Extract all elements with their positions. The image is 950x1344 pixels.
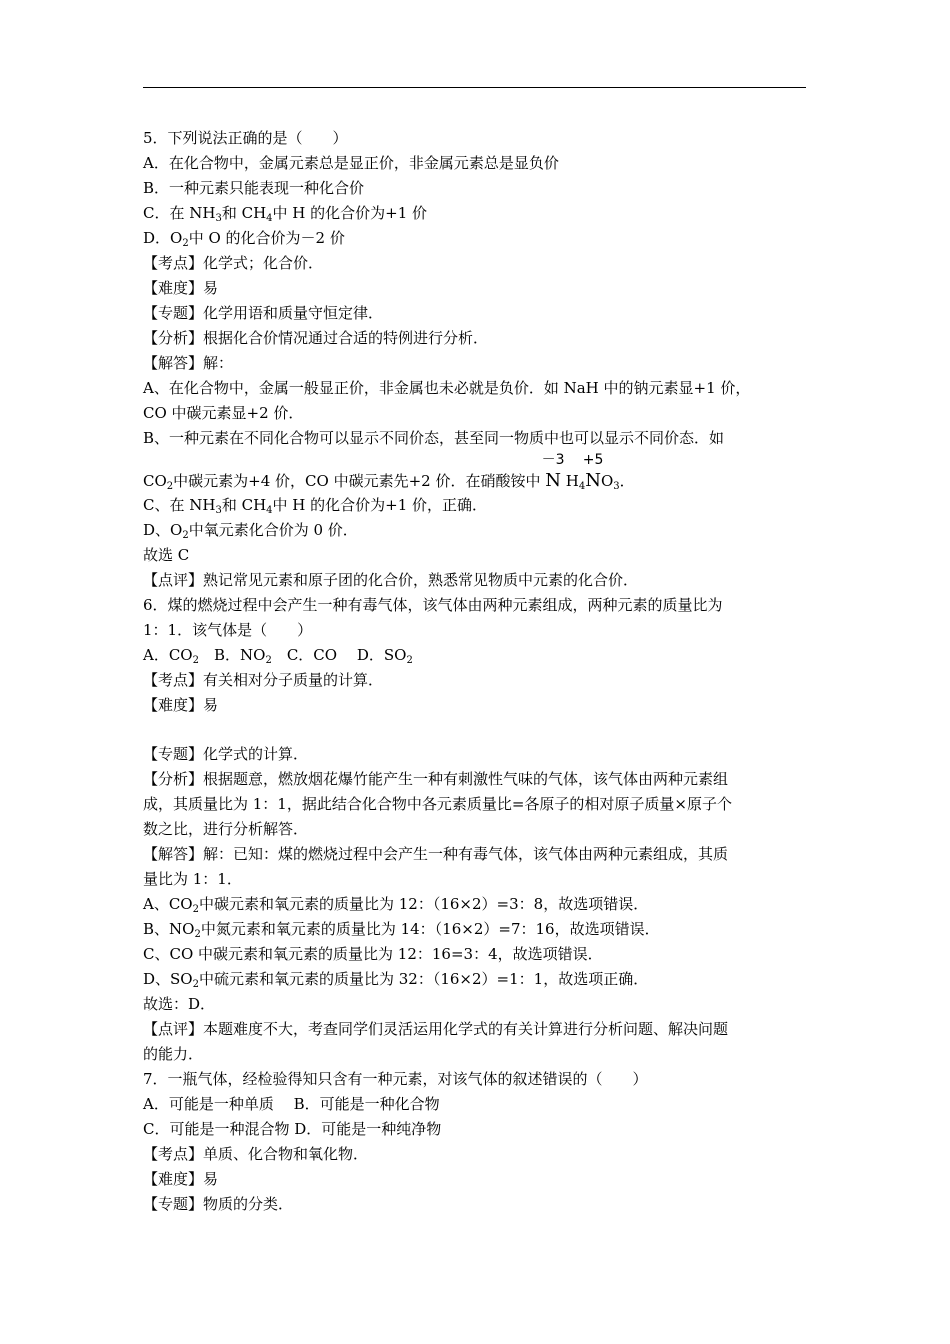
q6-guxuan: 故选：D． <box>143 995 216 1013</box>
q5-guxuan: 故选 C <box>143 546 190 564</box>
q6-jieda-1: 【解答】解：已知：煤的燃烧过程中会产生一种有毒气体，该气体由两种元素组成，其质 <box>143 845 729 863</box>
q5-answer-a-2: CO 中碳元素显+2 价． <box>143 404 304 422</box>
valence-n-plus5: N +5 <box>582 452 604 491</box>
q5-answer-a-1: A、在化合物中，金属一般显正价，非金属也未必就是负价．如 NaH 中的钠元素显+1 价， <box>143 379 751 397</box>
q5-stem: 5．下列说法正确的是（ ） <box>143 129 348 147</box>
q5-option-a: A．在化合物中，金属元素总是显正价，非金属元素总是显负价 <box>143 154 559 172</box>
q7-kaodian: 【考点】单质、化合物和氧化物． <box>143 1145 369 1163</box>
q5-nandu: 【难度】易 <box>143 279 219 297</box>
q6-zhuanti: 【专题】化学式的计算． <box>143 745 309 763</box>
q6-jieda-2: 量比为 1：1． <box>143 870 242 888</box>
q5-dianping: 【点评】熟记常见元素和原子团的化合价，熟悉常见物质中元素的化合价． <box>143 571 639 589</box>
q7-options-cd: C．可能是一种混合物 D．可能是一种纯净物 <box>143 1120 442 1138</box>
q6-answer-c: C、CO 中碳元素和氧元素的质量比为 12：16=3：4，故选项错误． <box>143 945 603 963</box>
header-rule <box>143 87 806 88</box>
q5-answer-b-2: $CO_2$中碳元素为+4 价，CO 中碳元素先+2 价．在硝酸铵中 N －3 $H_4N$ +5 $O_3$． <box>143 452 635 492</box>
q5-answer-b-1: B、一种元素在不同化合物可以显示不同价态，甚至同一物质中也可以显示不同价态．如 <box>143 429 725 447</box>
q6-stem-2: 1：1．该气体是（ ） <box>143 621 313 639</box>
q6-kaodian: 【考点】有关相对分子质量的计算． <box>143 671 384 689</box>
q7-nandu: 【难度】易 <box>143 1170 219 1188</box>
q7-stem: 7．一瓶气体，经检验得知只含有一种元素，对该气体的叙述错误的（ ） <box>143 1070 648 1088</box>
q7-zhuanti: 【专题】物质的分类． <box>143 1195 294 1213</box>
q6-answer-b: B、$NO_2$中氮元素和氧元素的质量比为 14：（16×2）=7：16，故选项错误． <box>143 920 660 940</box>
q5-jieda: 【解答】解： <box>143 354 234 372</box>
document-body <box>143 126 808 1217</box>
q5-option-c: C．在 $NH_3$和 $CH_4$中 H 的化合价为+1 价 <box>143 204 428 224</box>
valence-n-minus3: N －3 <box>541 452 565 491</box>
q5-zhuanti: 【专题】化学用语和质量守恒定律． <box>143 304 384 322</box>
q6-fenxi-2: 成，其质量比为 1：1，据此结合化合物中各元素质量比=各原子的相对原子质量×原子个 <box>143 795 732 813</box>
q6-dianping-2: 的能力． <box>143 1045 204 1063</box>
q5-kaodian: 【考点】化学式；化合价． <box>143 254 324 272</box>
q6-options: A．$CO_2$ B．$NO_2$ C．CO D．$SO_2$ <box>143 646 413 666</box>
q6-answer-d: D、$SO_2$中硫元素和氧元素的质量比为 32：（16×2）=1：1，故选项正确． <box>143 970 649 990</box>
q7-options-ab: A．可能是一种单质 B．可能是一种化合物 <box>143 1095 440 1113</box>
q6-fenxi-1: 【分析】根据题意，燃放烟花爆竹能产生一种有刺激性气味的气体，该气体由两种元素组 <box>143 770 729 788</box>
q5-answer-d: D、$O_2$中氧元素化合价为 0 价． <box>143 521 358 541</box>
q6-nandu: 【难度】易 <box>143 696 219 714</box>
q6-answer-a: A、$CO_2$中碳元素和氧元素的质量比为 12：（16×2）=3：8，故选项错误． <box>143 895 649 915</box>
q6-stem-1: 6．煤的燃烧过程中会产生一种有毒气体，该气体由两种元素组成，两种元素的质量比为 <box>143 596 723 614</box>
q6-dianping-1: 【点评】本题难度不大，考查同学们灵活运用化学式的有关计算进行分析问题、解决问题 <box>143 1020 729 1038</box>
q5-option-d: D．$O_2$中 O 的化合价为－2 价 <box>143 229 345 249</box>
q5-fenxi: 【分析】根据化合价情况通过合适的特例进行分析． <box>143 329 489 347</box>
q5-answer-c: C、在 $NH_3$和 $CH_4$中 H 的化合价为+1 价，正确． <box>143 496 488 516</box>
blank-gap <box>143 718 808 742</box>
q5-option-b: B．一种元素只能表现一种化合价 <box>143 179 365 197</box>
q6-fenxi-3: 数之比，进行分析解答． <box>143 820 309 838</box>
